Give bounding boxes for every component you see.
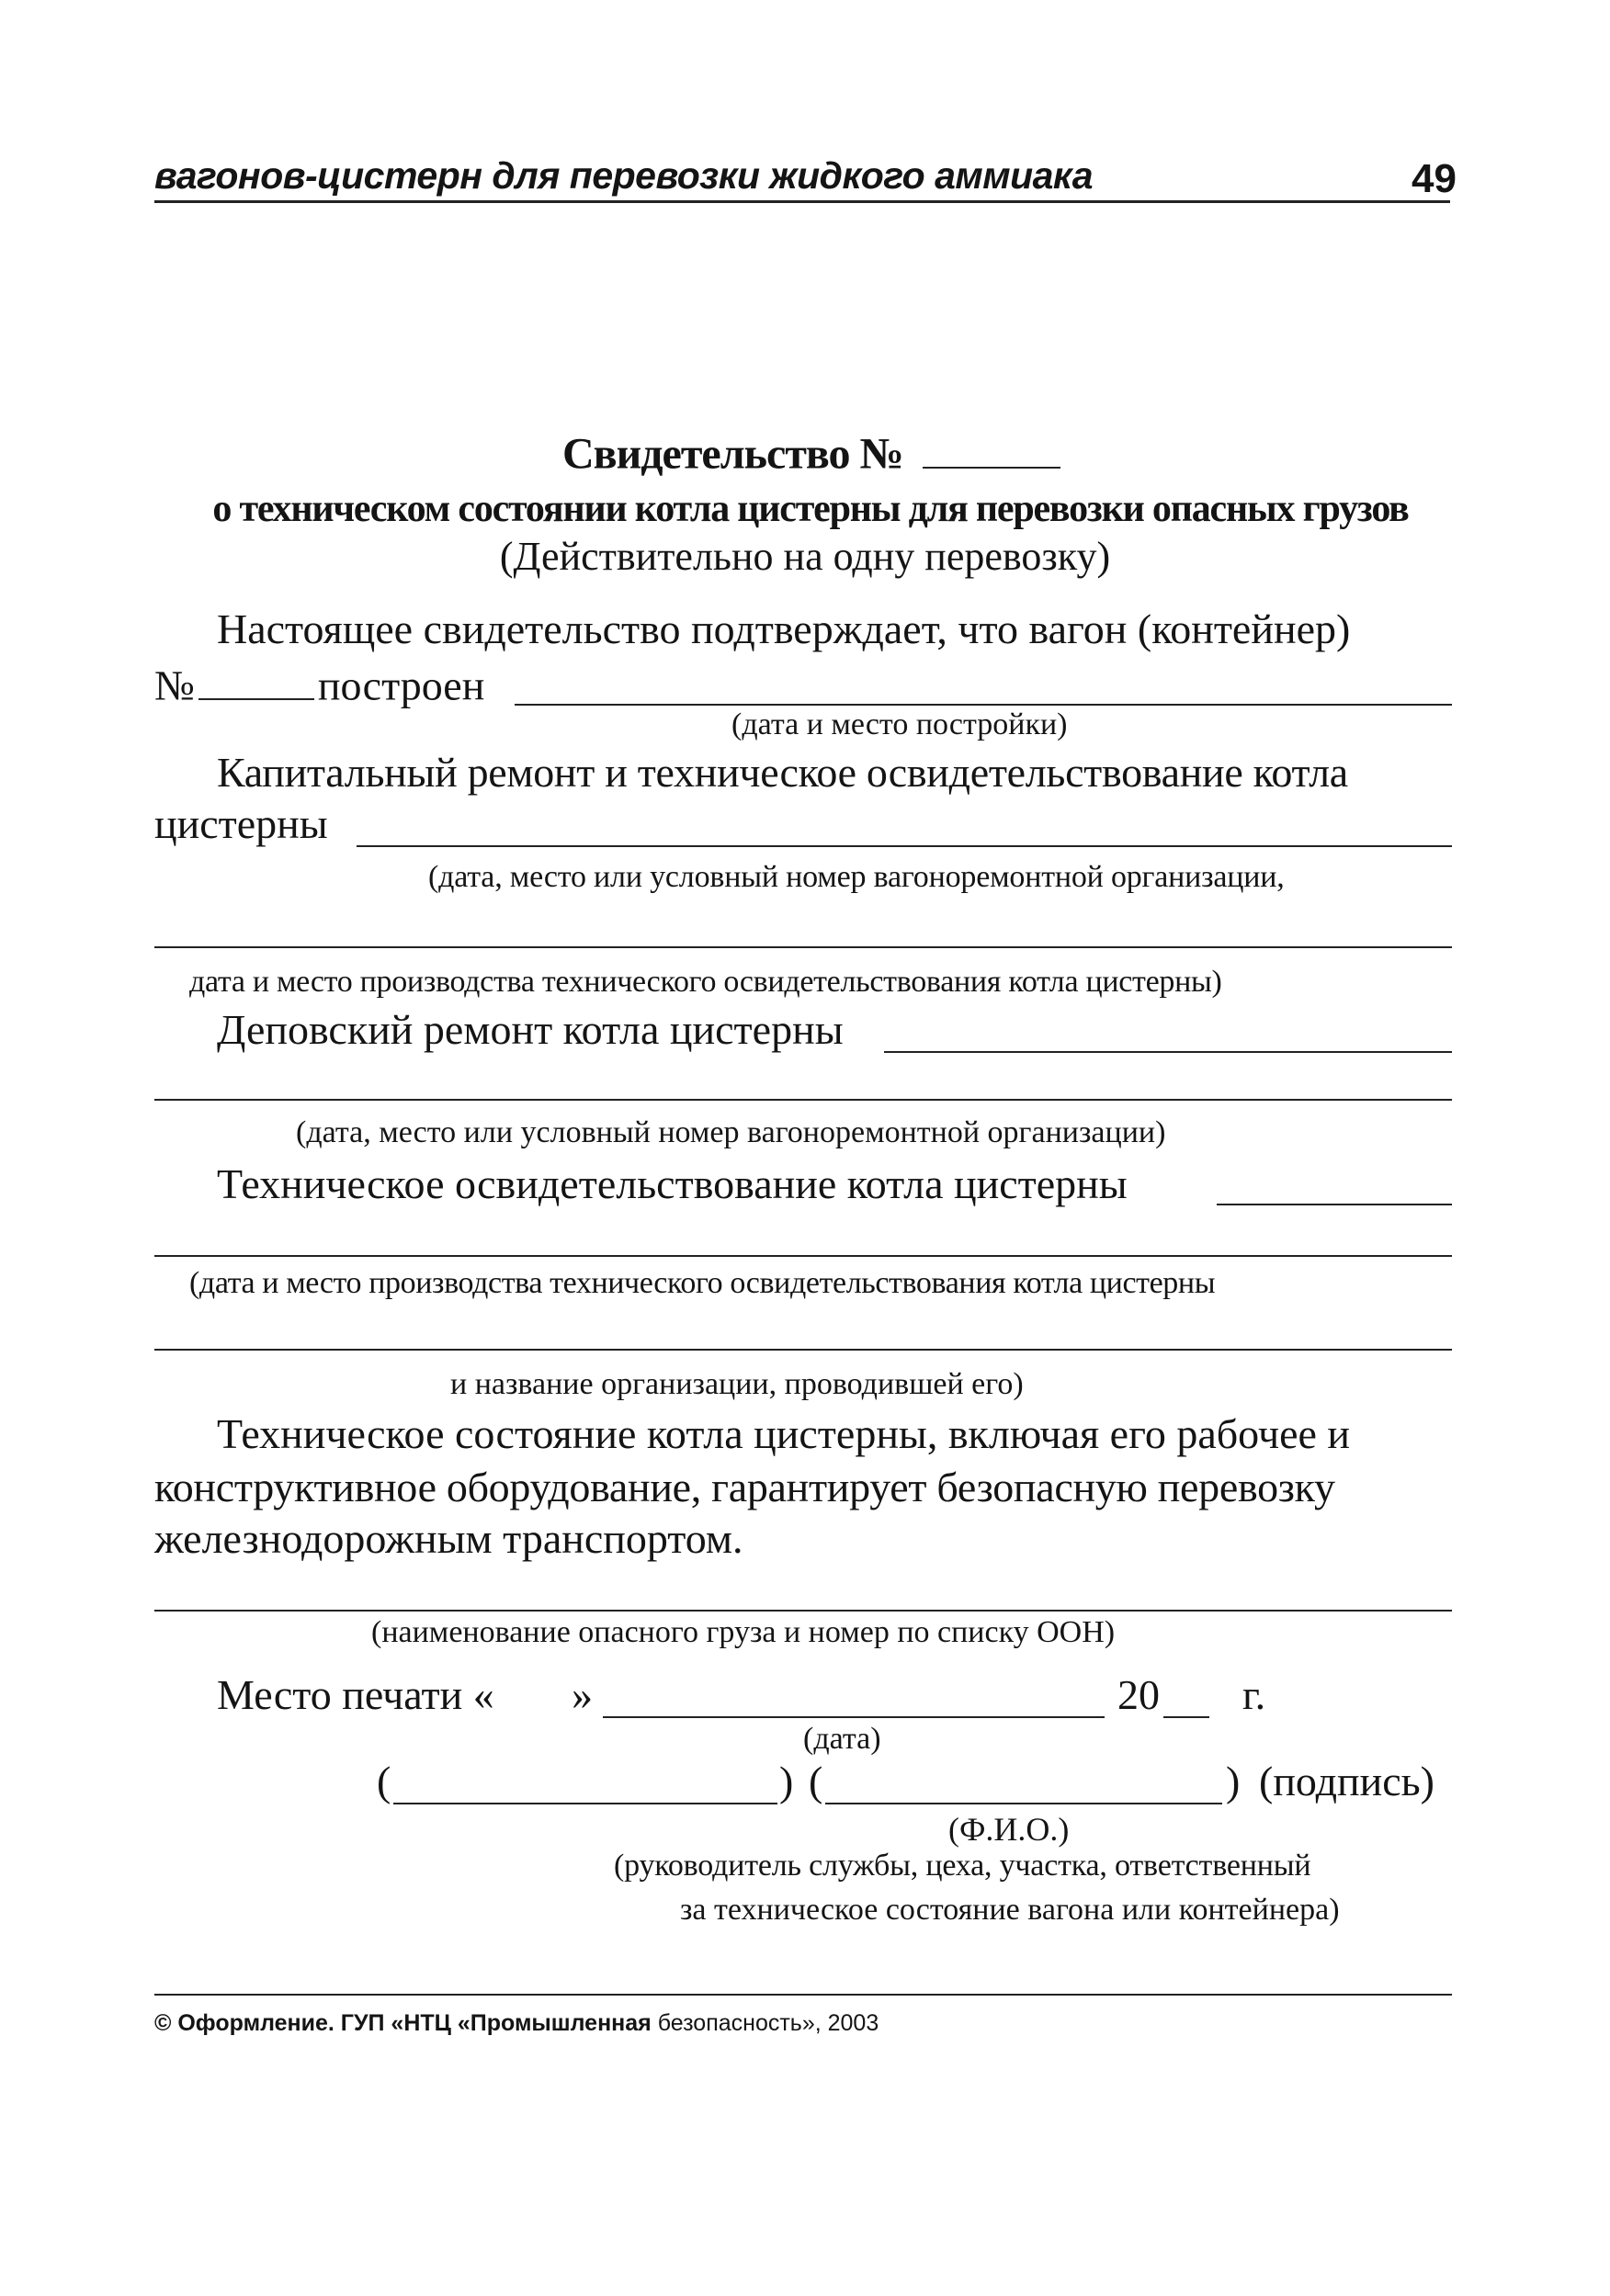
caption-built: (дата и место постройки) [731, 707, 1068, 741]
footer-copyright-bold: © Оформление. ГУП «НТЦ «Промышленная [154, 2010, 652, 2036]
quote-close: » [572, 1671, 593, 1718]
caption-capital-1: (дата, место или условный номер вагоноремонтной организации, [428, 860, 1285, 894]
intro-line-2 [154, 658, 484, 710]
footer-copyright [154, 2010, 879, 2037]
caption-exam-1: (дата и место производства технического освидетельствования котла цистерны [189, 1266, 1216, 1300]
header-rule [154, 200, 1450, 203]
capital-repair-line-1: Капитальный ремонт и техническое освидетельствование котла [217, 749, 1348, 796]
certificate-title [562, 424, 1060, 480]
intro-built-label: построен [317, 662, 485, 709]
certificate-validity: (Действительно на одну перевозку) [499, 534, 1111, 579]
page-number: 49 [1412, 156, 1457, 201]
caption-date: (дата) [803, 1722, 881, 1756]
tech-exam-label: Техническое освидетельствование котла цистерны [217, 1160, 1128, 1207]
date-blank [603, 1716, 1105, 1718]
caption-role-2: за техническое состояние вагона или контейнера) [680, 1893, 1340, 1927]
intro-line-1: Настоящее свидетельство подтверждает, что вагон (контейнер) [217, 605, 1351, 652]
guarantee-line-3: железнодорожным транспортом. [154, 1515, 743, 1562]
caption-fio: (Ф.И.О.) [948, 1811, 1070, 1848]
depot-repair-label: Деповский ремонт котла цистерны [217, 1006, 844, 1053]
year-suffix: г. [1242, 1671, 1266, 1718]
fio-blank [825, 1803, 1222, 1804]
caption-cargo: (наименование опасного груза и номер по списку ООН) [371, 1615, 1116, 1649]
cargo-blank [154, 1610, 1452, 1612]
caption-role-1: (руководитель службы, цеха, участка, ответственный [614, 1849, 1311, 1883]
wagon-number-blank [198, 658, 314, 700]
tech-exam-blank-2 [154, 1255, 1452, 1257]
stamp-place-label: Место печати « [217, 1671, 494, 1718]
certificate-subtitle: о техническом состоянии котла цистерны для перевозки опасных грузов [212, 488, 1409, 530]
caption-capital-2: дата и место производства технического освидетельствования котла цистерны) [189, 965, 1222, 999]
year-prefix: 20 [1117, 1671, 1160, 1718]
signature-blank [393, 1803, 777, 1804]
guarantee-line-2: конструктивное оборудование, гарантирует безопасную перевозку [154, 1464, 1335, 1510]
footer-copyright-rest: безопасность», 2003 [651, 2010, 879, 2036]
capital-repair-blank-2 [154, 946, 1452, 948]
caption-depot: (дата, место или условный номер вагоноремонтной организации) [296, 1115, 1166, 1149]
tech-exam-blank-3 [154, 1349, 1452, 1351]
capital-repair-blank [357, 845, 1452, 847]
footer-rule [154, 1994, 1452, 1996]
built-blank [515, 704, 1452, 706]
depot-repair-blank [884, 1051, 1452, 1053]
paren-open-1: ( [377, 1758, 391, 1804]
guarantee-line-1: Техническое состояние котла цистерны, включая его рабочее и [217, 1410, 1351, 1457]
tech-exam-blank [1217, 1204, 1452, 1205]
certificate-title-text: Свидетельство № [562, 429, 903, 479]
certificate-number-blank [923, 424, 1060, 469]
signature-label: (подпись) [1259, 1758, 1434, 1804]
depot-repair-blank-2 [154, 1099, 1452, 1101]
paren-open-2: ( [809, 1758, 823, 1804]
year-blank [1163, 1716, 1209, 1718]
capital-repair-line-2: цистерны [154, 800, 328, 847]
intro-no-label: № [154, 662, 195, 709]
caption-exam-2: и название организации, проводившей его) [450, 1367, 1024, 1401]
paren-close-2: ) [1226, 1758, 1241, 1804]
paren-close-1: ) [779, 1758, 794, 1804]
running-header-title: вагонов-цистерн для перевозки жидкого аммиака [154, 154, 1093, 197]
